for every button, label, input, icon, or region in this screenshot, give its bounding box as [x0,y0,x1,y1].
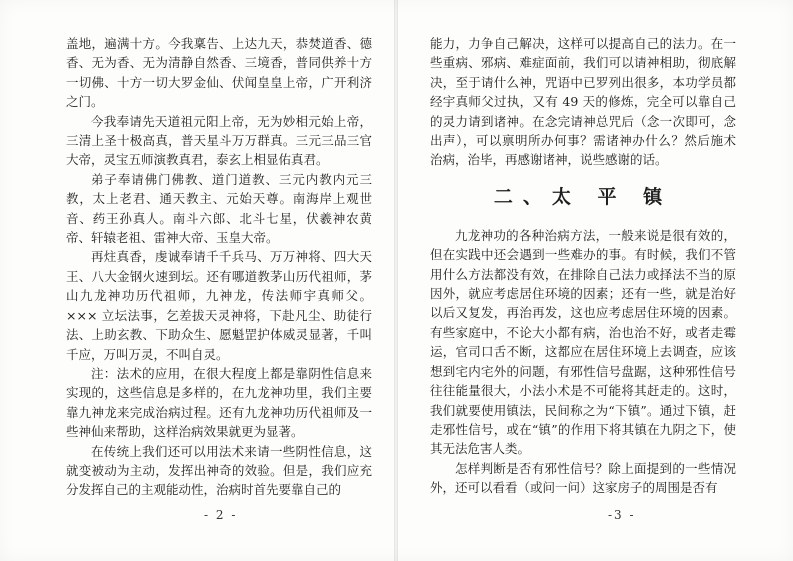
left-page [0,0,394,561]
page-number: - 2 - [204,508,238,522]
paragraph: 盖地，遍满十方。今我稟告、上达九天，恭焚道香、德香、无为香、无为清静自然香、三境香，普同供养十方一切佛、十方一切大罗金仙、伏闻皇皇上帝，广开利济之门。 [66,36,372,110]
paragraph: 能力，力争自己解决，这样可以提高自己的法力。在一些重病、邪病、难症面前，我们可以请神相助，彻底解决，至于请什么神，咒语中已罗列出很多，本功学员都经宇真师父过执，又有 49 天的修炼，完全可以靠自己的灵力请到诸神。在念完请神总咒后（念一次即可，念出声），可以禀明所办何事？需诸神办什么？然后施术治病，治毕，再感谢诸神，说些感谢的话。 [430,36,736,168]
paragraph: 九龙神功的各种治病方法，一般来说是很有效的，但在实践中还会遇到一些难办的事。有时候，我们不管用什么方法都没有效，在排除自己法力或择法不当的原因外，就应考虑居住环境的因素；还有一些，就是治好以后又复发，再治再发，这也应考虑居住环境的因素。有些家庭中，不论大小都有病，治也治不好，或者走霉运，官司口舌不断，这都应在居住环境上去调查，应该想到宅内宅外的问题，有邪性信号盘踞，这种邪性信号往往能量很大，小法小术是不可能将其赶走的。这时，我们就要使用镇法，民间称之为“下镇”。通过下镇，赶走邪性信号，或在“镇”的作用下将其镇在九阴之下，使其无法危害人类。 [430,227,736,457]
paragraph: 在传统上我们还可以用法术来请一些阴性信息，这就变被动为主动，发挥出神奇的效验。但是，我们应充分发挥自己的主观能动性，治病时首先要靠自己的 [66,443,372,498]
paragraph: 怎样判断是否有邪性信号？除上面提到的一些情况外，还可以看看（或问一问）这家房子的周围是否有 [430,460,736,496]
paragraph: 今我奉请先天道祖元阳上帝，无为妙相元始上帝，三清上圣十极高真，普天星斗万万群真。三元三品三官大帝，灵宝五师演教真君，泰玄上相显佑真君。 [66,113,372,168]
page-number: -3 - [608,508,636,522]
right-page [398,0,793,561]
note-paragraph: 注：法术的应用，在很大程度上都是靠阴性信息来实现的，这些信息是多样的，在九龙神功里，我们主要靠九神龙来完成治病过程。还有九龙神功历代祖师及一些神仙来帮助，这样治病效果就更为显著。 [66,365,372,440]
left-page-text [66,34,372,500]
right-page-text [430,34,736,498]
paragraph: 弟子奉请佛门佛教、道门道教、三元内教内元三教，太上老君、通天教主、元始天尊。南海岸上观世音、药王孙真人。南斗六郎、北斗七星，伏羲神农黄帝、轩辕老祖、雷神大帝、玉皇大帝。 [66,171,372,246]
section-heading: 二、太 平 镇 [493,185,673,208]
paragraph: 再炷真香，虔诚奉请千千兵马、万万神将、四大天王、八大金钢火速到坛。还有哪道教茅山历代祖师，茅山九龙神功历代祖师，九神龙，传法师宇真师父。××× 立坛法事，乞差拔天灵神将，下赴凡尘、助徒行法、上助玄教、下助众生、愿魁罡护体威灵显著，千叫千应，万叫万灵，不叫自灵。 [66,249,372,362]
